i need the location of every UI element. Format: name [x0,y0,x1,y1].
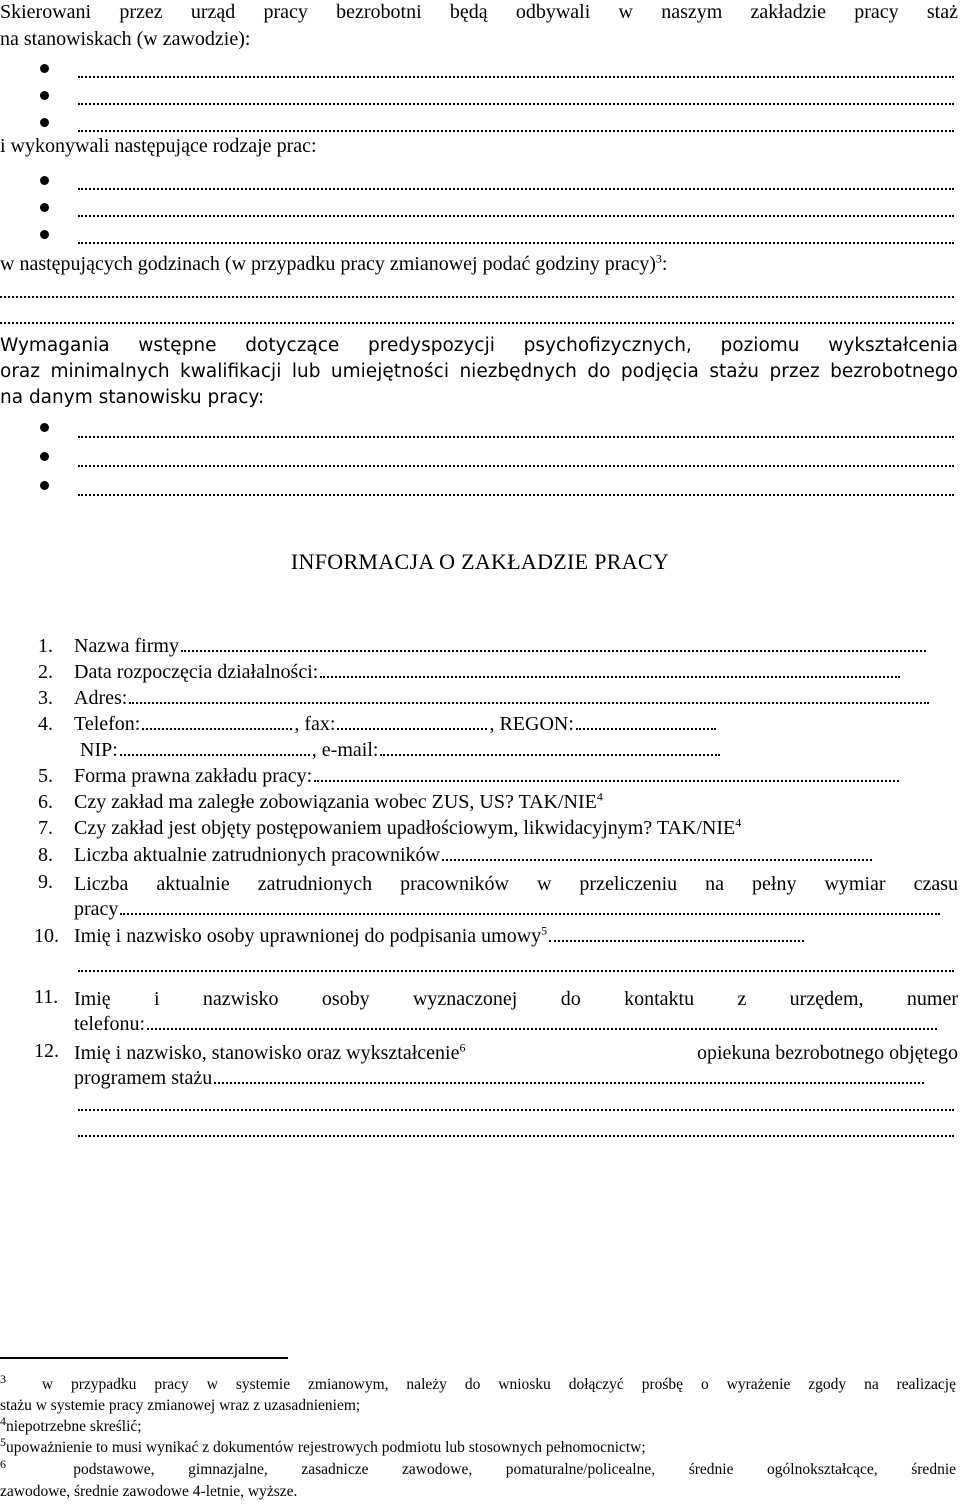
contact-phone-field[interactable] [147,1028,937,1030]
bullet-icon [40,481,49,490]
intro-line-1: Skierowani przez urząd pracy bezrobotni będą odbywali w naszym zakładzie pracy staż [0,1,958,23]
email-field[interactable] [380,754,720,756]
company-name-row: Nazwa firmy [74,635,928,658]
contact-person-label: Imię i nazwisko osoby wyznaczonej do kontaktu z urzędem, numer [74,988,958,1010]
item-number: 5. [38,765,53,787]
bullet-icon [40,64,49,73]
requirements-line-1: Wymagania wstępne dotyczące predyspozycji psychofizycznych, poziomu wykształcenia [0,335,958,356]
position-field-1[interactable] [78,76,954,78]
company-name-field[interactable] [181,650,926,652]
footnote-ref: 5 [541,923,548,938]
section-heading: INFORMACJA O ZAKŁADZIE PRACY [290,549,670,574]
item-number: 6. [38,791,53,813]
work-field-1[interactable] [78,188,954,190]
bullet-icon [40,118,49,127]
requirements-line-2: oraz minimalnych kwalifikacji lub umiejętności niezbędnych do podjęcia stażu przez bezrobotnego [0,361,958,382]
address-row: Adres: [74,687,931,710]
legal-form-row: Forma prawna zakładu pracy: [74,765,901,788]
mentor-field-3[interactable] [78,1135,954,1137]
mentor-row: programem stażu [74,1067,926,1090]
footnote-6-line-2: zawodowe, średnie zawodowe 4-letnie, wyższe. [0,1483,298,1500]
work-field-2[interactable] [78,215,954,217]
footnote-3-line-2: stażu w systemie pracy zmianowej wraz z uzasadnieniem; [0,1397,361,1414]
bullet-icon [40,176,49,185]
bankruptcy-question: Czy zakład jest objęty postępowaniem upadłościowym, likwidacyjnym? TAK/NIE$^4$ [74,815,742,839]
bullet-icon [40,91,49,100]
legal-form-field[interactable] [314,780,899,782]
item-number: 10. [34,925,59,947]
regon-field[interactable] [576,728,716,730]
requirements-line-3: na danym stanowisku pracy: [0,387,265,408]
item-number: 9. [38,871,53,893]
mentor-label: Imię i nazwisko, stanowisko oraz wykształcenie$^6$ opiekuna bezrobotnego objętego [74,1040,958,1064]
footnote-5: $^5$upoważnienie to musi wynikać z dokumentów rejestrowych podmiotu lub stosownych pełnomocnictw; [0,1434,646,1456]
signatory-field-2[interactable] [78,970,954,972]
footnote-ref: 4 [735,815,742,830]
item-number: 2. [38,661,53,683]
address-field[interactable] [129,702,929,704]
employee-count-field[interactable] [442,859,872,861]
item-number: 7. [38,817,53,839]
position-field-2[interactable] [78,103,954,105]
start-date-row: Data rozpoczęcia działalności: [74,661,902,684]
contact-phone-row: telefonu: [74,1013,939,1036]
bullet-icon [40,452,49,461]
fte-count-field[interactable] [120,913,940,915]
requirement-field-3[interactable] [78,494,954,496]
employee-count-row: Liczba aktualnie zatrudnionych pracowników [74,844,874,867]
item-number: 8. [38,844,53,866]
mentor-field[interactable] [214,1082,924,1084]
footnote-ref: 3 [655,251,662,266]
start-date-field[interactable] [320,676,900,678]
footnote-4: $^4$niepotrzebne skreślić; [0,1413,142,1435]
requirement-field-1[interactable] [78,436,954,438]
contact-row: Telefon: , fax: , REGON: [74,713,718,736]
arrears-question: Czy zakład ma zaległe zobowiązania wobec ZUS, US? TAK/NIE$^4$ [74,789,603,813]
nip-field[interactable] [120,754,310,756]
work-field-3[interactable] [78,242,954,244]
signatory-field[interactable] [549,940,804,942]
fax-field[interactable] [337,728,487,730]
position-field-3[interactable] [78,130,954,132]
mentor-field-2[interactable] [78,1109,954,1111]
bullet-icon [40,203,49,212]
bullet-icon [40,230,49,239]
hours-field-2[interactable] [0,322,954,324]
footnote-6-line-1: $^6$ podstawowe, gimnazjalne, zasadnicze zawodowe, pomaturalne/policealne, średnie ogólnokształcące, średnie [0,1456,957,1478]
intro-line-2: na stanowiskach (w zawodzie): [0,28,251,50]
nip-row: NIP: , e-mail: [80,739,722,762]
signatory-row: Imię i nazwisko osoby uprawnionej do podpisania umowy$^5$ [74,925,806,948]
item-number: 3. [38,687,53,709]
footnote-ref: 6 [459,1040,466,1055]
item-number: 1. [38,635,53,657]
item-number: 11. [34,986,59,1008]
phone-field[interactable] [142,728,292,730]
hours-label: w następujących godzinach (w przypadku pracy zmianowej podać godziny pracy)$^3$: [0,251,668,275]
item-number: 12. [34,1040,59,1062]
item-number: 4. [38,713,53,735]
fte-count-label: Liczba aktualnie zatrudnionych pracowników w przeliczeniu na pełny wymiar czasu [74,873,958,895]
hours-field-1[interactable] [0,296,954,298]
works-label: i wykonywali następujące rodzaje prac: [0,135,317,157]
footnote-divider [0,1357,288,1359]
footnote-ref: 4 [596,789,603,804]
bullet-icon [40,423,49,432]
footnote-3-line-1: $^3$ w przypadku pracy w systemie zmianowym, należy do wniosku dołączyć prośbę o wyrażenie zgody na realizację [0,1371,956,1393]
requirement-field-2[interactable] [78,465,954,467]
fte-count-row: pracy [74,898,942,921]
